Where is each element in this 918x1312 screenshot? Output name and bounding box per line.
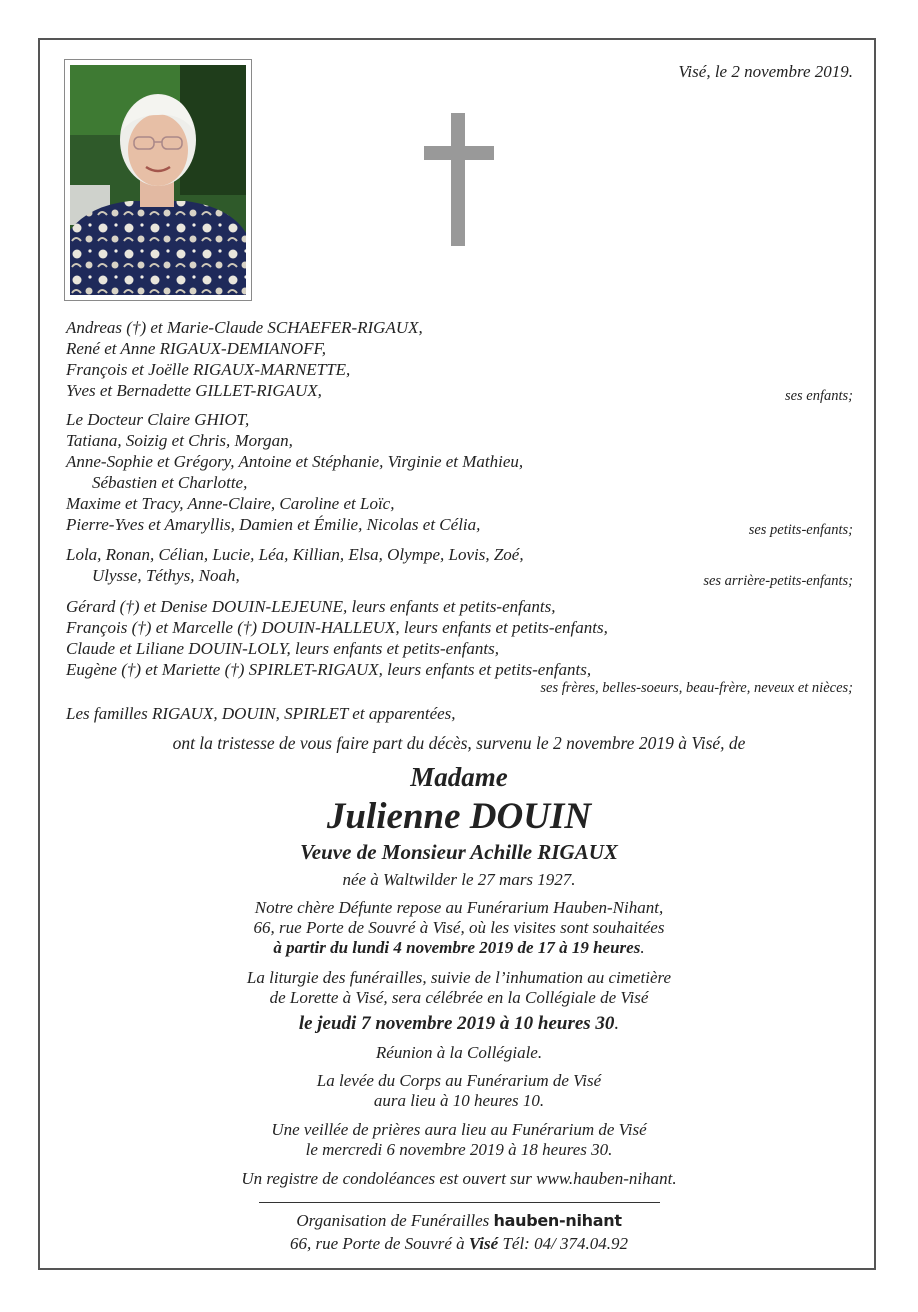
siblings-line: Eugène (†) et Mariette (†) SPIRLET-RIGAUX, leurs enfants et petits-enfants,	[66, 660, 592, 679]
siblings-role: ses frères, belles-soeurs, beau-frère, neveux et nièces;	[540, 680, 853, 696]
families-line: Les familles RIGAUX, DOUIN, SPIRLET et apparentées,	[66, 704, 456, 723]
portrait-photo	[64, 59, 252, 301]
footer-address	[0, 1234, 918, 1254]
footer-phone: Tél: 04/ 374.04.92	[502, 1234, 629, 1253]
children-line: Yves et Bernadette GILLET-RIGAUX,	[66, 381, 322, 400]
siblings-line: François (†) et Marcelle (†) DOUIN-HALLEUX, leurs enfants et petits-enfants,	[66, 618, 608, 637]
deceased-title: Madame	[410, 762, 508, 792]
rest-hours-text: à partir du lundi 4 novembre 2019 de 17 à 19 heures	[273, 938, 641, 957]
liturgy-date-end: .	[614, 1013, 620, 1034]
footer-organisation	[0, 1211, 918, 1231]
grandchildren-line: Maxime et Tracy, Anne-Claire, Caroline et Loïc,	[66, 494, 395, 513]
children-line: François et Joëlle RIGAUX-MARNETTE,	[66, 360, 351, 379]
rest-line: Notre chère Défunte repose au Funérarium Hauben-Nihant,	[254, 898, 664, 917]
liturgy-line: de Lorette à Visé, sera célébrée en la Collégiale de Visé	[269, 988, 649, 1007]
great-grandchildren-line: Lola, Ronan, Célian, Lucie, Léa, Killian, Elsa, Olympe, Lovis, Zoé,	[66, 545, 524, 564]
rest-hours-end: .	[640, 938, 645, 957]
announcement-line: ont la tristesse de vous faire part du décès, survenu le 2 novembre 2019 à Visé, de	[172, 733, 746, 753]
footer-divider	[259, 1202, 660, 1203]
vigil-line: Une veillée de prières aura lieu au Funérarium de Visé	[271, 1120, 647, 1139]
dateline: Visé, le 2 novembre 2019.	[678, 62, 853, 81]
siblings-line: Gérard (†) et Denise DOUIN-LEJEUNE, leurs enfants et petits-enfants,	[66, 597, 556, 616]
meeting-line: Réunion à la Collégiale.	[375, 1043, 543, 1062]
children-line: René et Anne RIGAUX-DEMIANOFF,	[66, 339, 326, 358]
levee-line: aura lieu à 10 heures 10.	[373, 1091, 545, 1110]
liturgy-line: La liturgie des funérailles, suivie de l’inhumation au cimetière	[246, 968, 672, 987]
vigil-line: le mercredi 6 novembre 2019 à 18 heures 30.	[305, 1140, 613, 1159]
grandchildren-line: Anne-Sophie et Grégory, Antoine et Stéphanie, Virginie et Mathieu,	[66, 452, 524, 471]
liturgy-date-text: le jeudi 7 novembre 2019 à 10 heures 30	[298, 1013, 615, 1034]
children-role: ses enfants;	[784, 388, 853, 404]
liturgy-date	[0, 1013, 918, 1035]
rest-line: 66, rue Porte de Souvré à Visé, où les visites sont souhaitées	[253, 918, 665, 937]
deceased-name: Julienne DOUIN	[326, 796, 592, 837]
register-line: Un registre de condoléances est ouvert sur www.hauben-nihant.	[241, 1169, 677, 1188]
footer-address-text: 66, rue Porte de Souvré à	[289, 1234, 465, 1253]
grandchildren-role: ses petits-enfants;	[748, 522, 853, 538]
rest-hours	[0, 938, 918, 958]
footer-address-city: Visé	[468, 1234, 499, 1253]
levee-line: La levée du Corps au Funérarium de Visé	[316, 1071, 602, 1090]
great-grandchildren-line: Ulysse, Téthys, Noah,	[92, 566, 240, 585]
grandchildren-line: Sébastien et Charlotte,	[92, 473, 248, 492]
footer-org-text: Organisation de Funérailles	[296, 1211, 490, 1230]
latin-cross-icon	[424, 113, 494, 246]
grandchildren-line: Pierre-Yves et Amaryllis, Damien et Émilie, Nicolas et Célia,	[66, 515, 481, 534]
children-line: Andreas (†) et Marie-Claude SCHAEFER-RIGAUX,	[66, 318, 423, 337]
grandchildren-line: Tatiana, Soizig et Chris, Morgan,	[66, 431, 293, 450]
brand-logo: hauben-nihant	[493, 1211, 622, 1230]
great-grandchildren-role: ses arrière-petits-enfants;	[703, 573, 853, 589]
portrait-image	[70, 65, 246, 295]
deceased-widow: Veuve de Monsieur Achille RIGAUX	[300, 840, 618, 864]
siblings-line: Claude et Liliane DOUIN-LOLY, leurs enfants et petits-enfants,	[66, 639, 500, 658]
grandchildren-line: Le Docteur Claire GHIOT,	[66, 410, 250, 429]
deceased-birth: née à Waltwilder le 27 mars 1927.	[342, 870, 576, 889]
